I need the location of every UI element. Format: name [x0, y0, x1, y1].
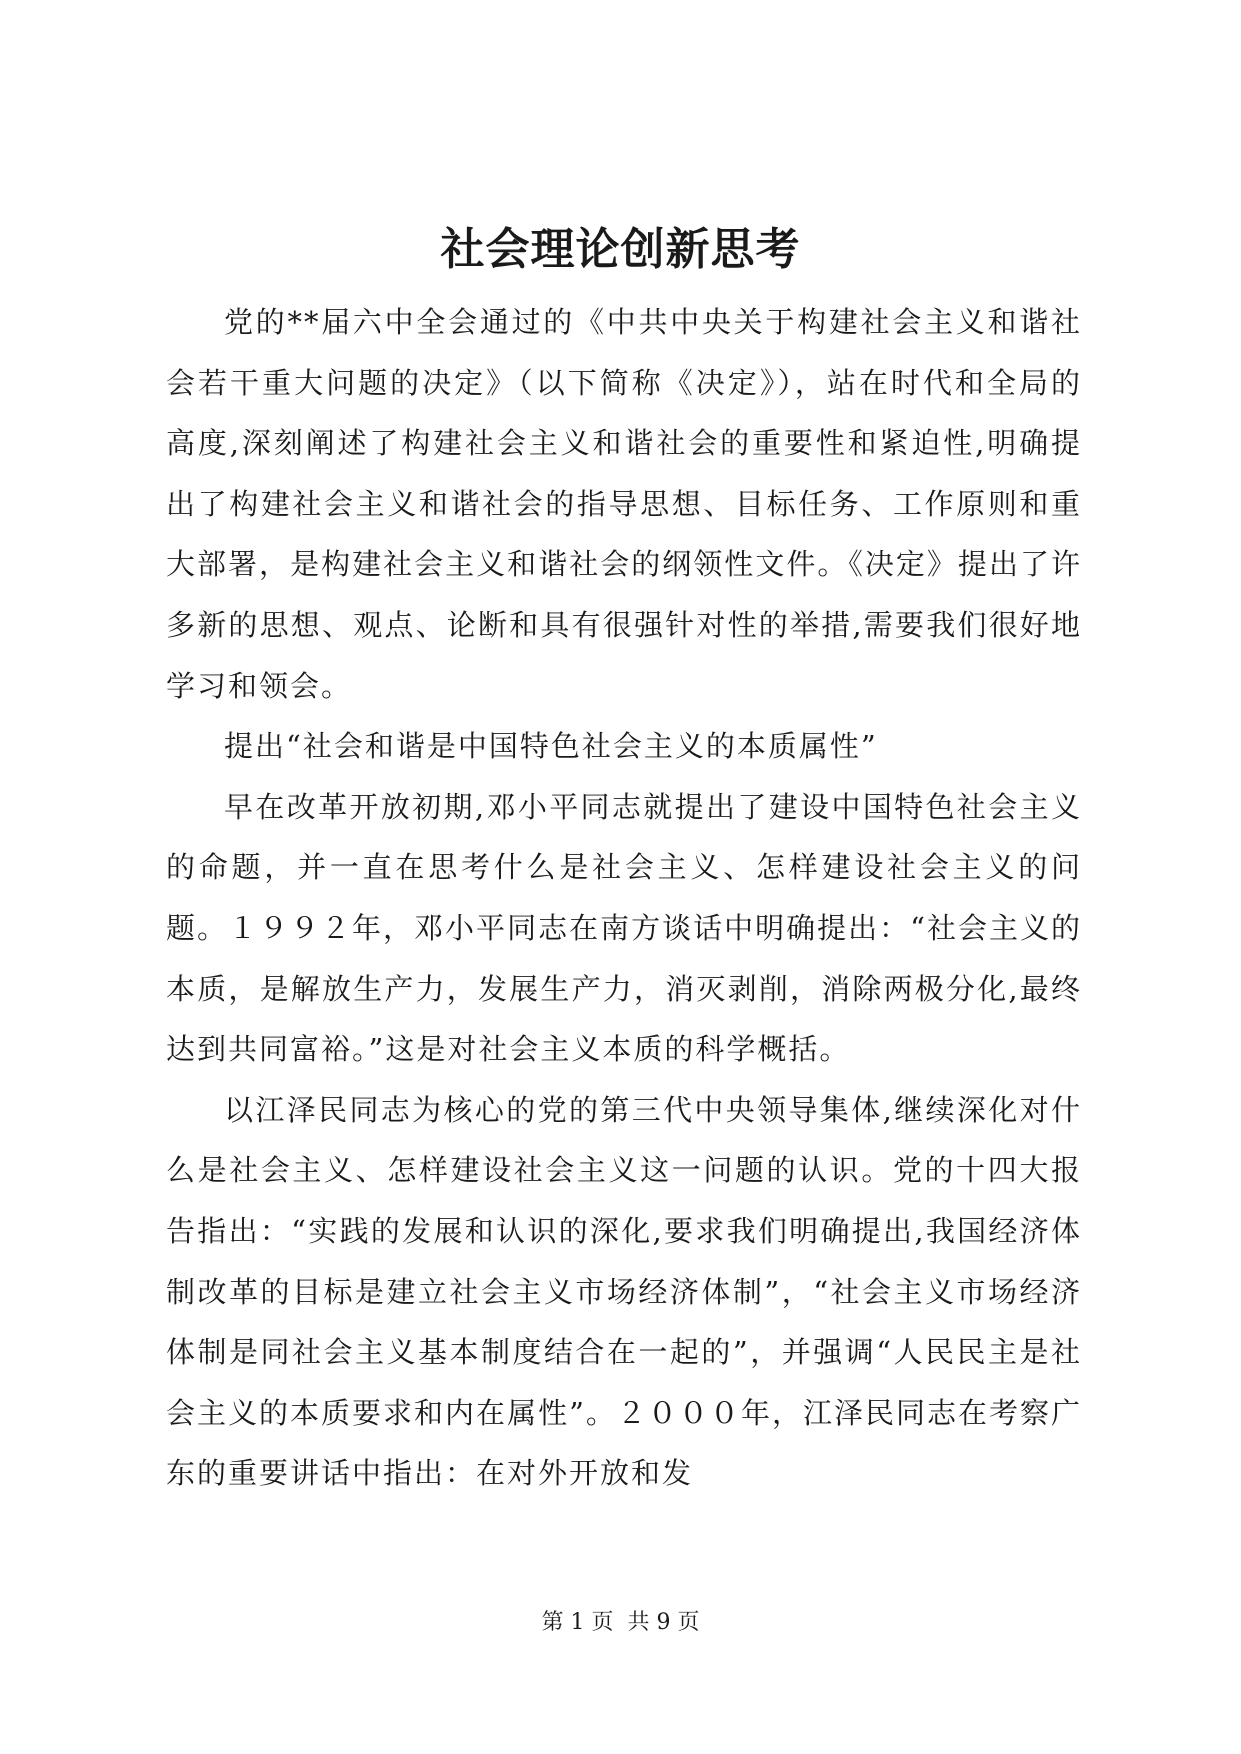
page-footer: [0, 1608, 1241, 1638]
document-title: 社会理论创新思考: [440, 224, 801, 275]
page-number: 第 1 页 共 9 页: [541, 1610, 700, 1635]
paragraph: 以江泽民同志为核心的党的第三代中央领导集体,继续深化对什么是社会主义、怎样建设社会主义这一问题的认识。党的十四大报告指出：“实践的发展和认识的深化,要求我们明确提出,我国经济体制改革的目标是建立社会主义市场经济体制”，“社会主义市场经济体制是同社会主义基本制度结合在一起的”，并强调“人民民主是社会主义的本质要求和内在属性”。２０００年，江泽民同志在考察广东的重要讲话中指出：在对外开放和发: [166, 1092, 1082, 1491]
paragraph: 早在改革开放初期,邓小平同志就提出了建设中国特色社会主义的命题，并一直在思考什么是社会主义、怎样建设社会主义的问题。１９９２年，邓小平同志在南方谈话中明确提出：“社会主义的本质，是解放生产力，发展生产力，消灭剥削，消除两极分化,最终达到共同富裕。”这是对社会主义本质的科学概括。: [166, 789, 1082, 1067]
document-body: [166, 292, 1082, 1504]
section-heading: 提出“社会和谐是中国特色社会主义的本质属性”: [224, 729, 878, 764]
paragraph: 党的**届六中全会通过的《中共中央关于构建社会主义和谐社会若干重大问题的决定》（以下简称《决定》），站在时代和全局的高度,深刻阐述了构建社会主义和谐社会的重要性和紧迫性,明确提出了构建社会主义和谐社会的指导思想、目标任务、工作原则和重大部署，是构建社会主义和谐社会的纲领性文件。《决定》提出了许多新的思想、观点、论断和具有很强针对性的举措,需要我们很好地学习和领会。: [166, 305, 1082, 703]
